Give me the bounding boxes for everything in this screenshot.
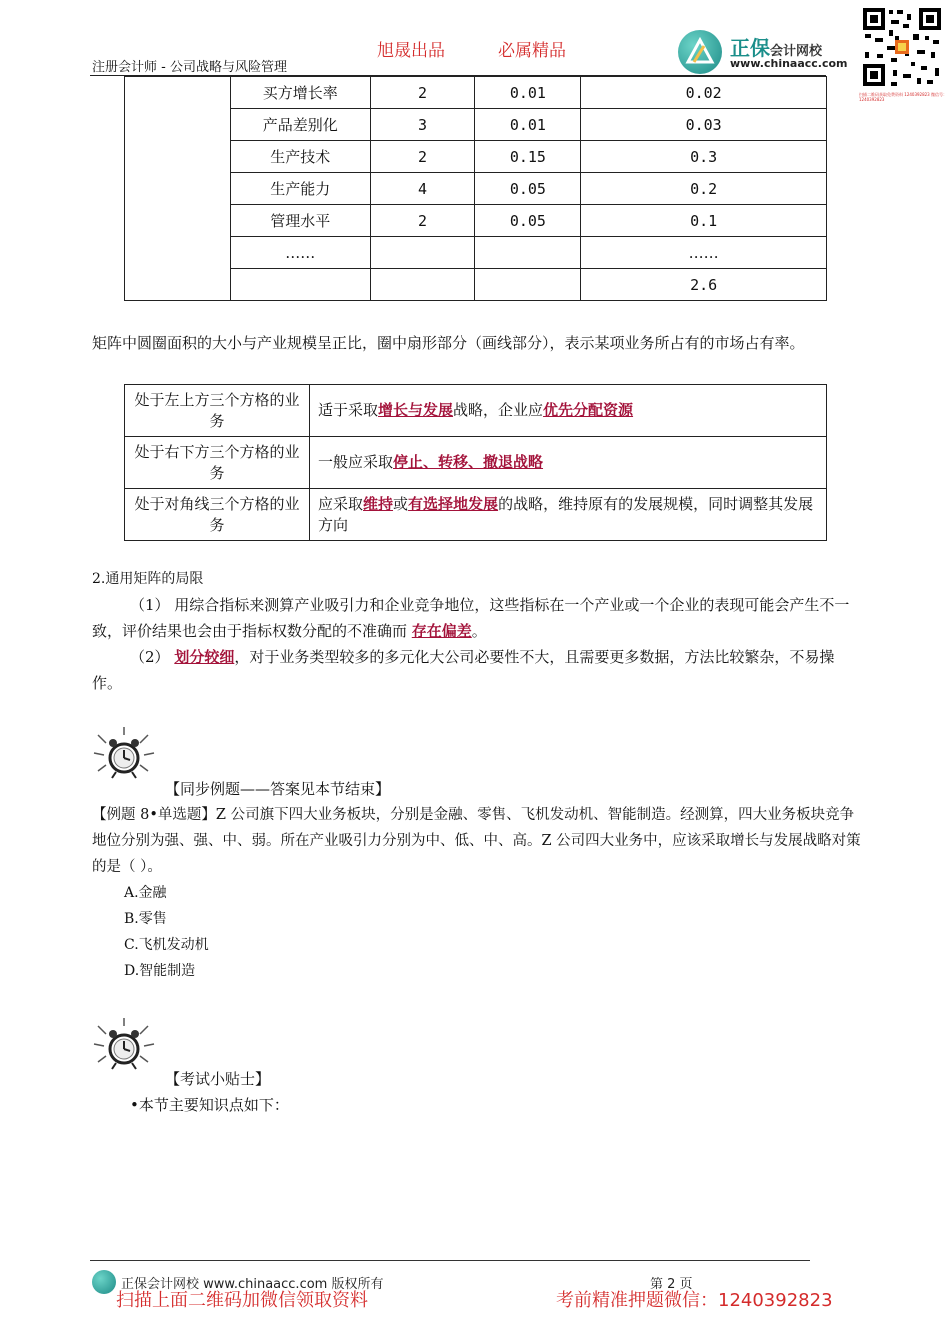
table-cell: 0.05 bbox=[475, 173, 581, 205]
highlight: 存在偏差 bbox=[411, 622, 472, 640]
highlight: 划分较细 bbox=[174, 648, 235, 666]
table-cell: 生产技术 bbox=[230, 141, 370, 173]
text: 的战略，维持原有的发展规模，同时调整其发展方向 bbox=[318, 494, 814, 534]
text: （1） 用综合指标来测算产业吸引力和企业竞争地位，这些指标在一个产业或一个企业的表现可能会产生不一致，评价结果也会由于指标权数分配的不准确而 bbox=[92, 596, 850, 640]
table-cell bbox=[475, 237, 581, 269]
text: 战略，企业应 bbox=[453, 401, 544, 419]
option-d: D.智能制造 bbox=[124, 963, 196, 979]
highlight: 优先分配资源 bbox=[543, 401, 634, 419]
table-cell: 0.2 bbox=[581, 173, 827, 205]
table-cell: 管理水平 bbox=[230, 205, 370, 237]
page-number: 第 2 页 bbox=[650, 1277, 693, 1292]
highlight: 维持 bbox=[363, 494, 394, 513]
alarm-clock-icon bbox=[92, 1016, 158, 1076]
table-cell: 2 bbox=[370, 205, 475, 237]
tips-heading: 【考试小贴士】 bbox=[165, 1070, 271, 1088]
logo-sub: 会计网校 bbox=[770, 44, 823, 59]
text: ，对于业务类型较多的多元化大公司必要性不大，且需要更多数据，方法比较繁杂，不易操作。 bbox=[92, 648, 835, 692]
table-cell: 2 bbox=[370, 77, 475, 109]
strategy-cell bbox=[310, 437, 827, 489]
footer-promo-left: 扫描上面二维码加微信领取资料 bbox=[116, 1290, 368, 1311]
table-row bbox=[125, 109, 827, 141]
table-cell: 0.15 bbox=[475, 141, 581, 173]
table-cell: 0.02 bbox=[581, 77, 827, 109]
table-cell bbox=[230, 269, 370, 301]
qr-code-icon bbox=[861, 6, 943, 88]
table-cell: 2.6 bbox=[581, 269, 827, 301]
strategy-table bbox=[124, 384, 827, 541]
text: 。 bbox=[471, 622, 487, 640]
table-cell: 4 bbox=[370, 173, 475, 205]
table-row bbox=[125, 269, 827, 301]
option-c: C.飞机发动机 bbox=[124, 937, 209, 953]
position-label: 处于对角线三个方格的业务 bbox=[125, 489, 310, 541]
table-cell: …… bbox=[581, 237, 827, 269]
text: 一般应采取 bbox=[318, 453, 394, 471]
highlight: 停止、转移、撤退战略 bbox=[393, 453, 544, 471]
alarm-clock-icon bbox=[92, 725, 158, 785]
tips-item: •本节主要知识点如下： bbox=[130, 1096, 289, 1114]
limitation-2 bbox=[92, 644, 862, 696]
table-cell bbox=[370, 237, 475, 269]
table-cell: 买方增长率 bbox=[230, 77, 370, 109]
table-row bbox=[125, 77, 827, 109]
table-row bbox=[125, 237, 827, 269]
matrix-paragraph: 矩阵中圆圈面积的大小与产业规模呈正比，圈中扇形部分（画线部分），表示某项业务所占有的市场占有率。 bbox=[92, 334, 805, 352]
table-cell: 产品差别化 bbox=[230, 109, 370, 141]
section-title: 2.通用矩阵的局限 bbox=[92, 571, 204, 587]
logo-name: 正保 bbox=[730, 36, 770, 60]
table-cell: 3 bbox=[370, 109, 475, 141]
footer-promo-right: 考前精准押题微信：1240392823 bbox=[556, 1290, 833, 1311]
table-cell: 0.1 bbox=[581, 205, 827, 237]
page-header-title: 注册会计师 - 公司战略与风险管理 bbox=[92, 60, 287, 75]
position-label: 处于右下方三个方格的业务 bbox=[125, 437, 310, 489]
table-cell bbox=[370, 269, 475, 301]
table-row bbox=[125, 141, 827, 173]
option-a: A.金融 bbox=[124, 885, 167, 901]
strategy-cell bbox=[310, 489, 827, 541]
option-b: B.零售 bbox=[124, 911, 167, 927]
highlight: 有选择地发展 bbox=[408, 494, 499, 513]
footer-divider bbox=[90, 1260, 810, 1261]
chinaacc-logo bbox=[678, 30, 858, 74]
factor-score-table bbox=[124, 76, 827, 301]
logo-icon bbox=[678, 30, 722, 74]
table-row bbox=[125, 173, 827, 205]
footer-copyright: 正保会计网校 www.chinaacc.com 版权所有 bbox=[121, 1277, 384, 1292]
table-row bbox=[125, 437, 827, 489]
table-cell: 0.01 bbox=[475, 77, 581, 109]
qr-note: 扫描二维码获取免费资料 1240392823 微信号：1240392823 bbox=[859, 92, 947, 102]
table-cell: 0.05 bbox=[475, 205, 581, 237]
table-cell: 0.01 bbox=[475, 109, 581, 141]
merged-cell bbox=[125, 77, 231, 301]
position-label: 处于左上方三个方格的业务 bbox=[125, 385, 310, 437]
table-cell: 0.03 bbox=[581, 109, 827, 141]
highlight: 增长与发展 bbox=[378, 401, 454, 419]
table-cell bbox=[475, 269, 581, 301]
table-cell: 生产能力 bbox=[230, 173, 370, 205]
footer-logo-icon bbox=[92, 1270, 116, 1294]
table-cell: …… bbox=[230, 237, 370, 269]
table-cell: 0.3 bbox=[581, 141, 827, 173]
text: 应采取 bbox=[318, 494, 364, 513]
example-question: 【例题 8•单选题】Z 公司旗下四大业务板块，分别是金融、零售、飞机发动机、智能制造。经测算，四大业务板块竞争地位分别为强、强、中、弱。所在产业吸引力分别为中、低、中、高。Z 公司四大业务中，应该采取增长与发展战略对策的是（ ）。 bbox=[92, 807, 861, 875]
table-row bbox=[125, 205, 827, 237]
strategy-cell bbox=[310, 385, 827, 437]
table-cell: 2 bbox=[370, 141, 475, 173]
slogan-right: 必属精品 bbox=[498, 41, 566, 61]
slogan-left: 旭晟出品 bbox=[377, 41, 445, 61]
text: 适于采取 bbox=[318, 401, 379, 419]
example-heading: 【同步例题——答案见本节结束】 bbox=[165, 780, 391, 798]
table-row bbox=[125, 385, 827, 437]
limitation-1 bbox=[92, 592, 862, 644]
table-row bbox=[125, 489, 827, 541]
text: 或 bbox=[393, 494, 409, 513]
logo-url: www.chinaacc.com bbox=[730, 57, 848, 70]
text: （2） bbox=[130, 648, 175, 666]
